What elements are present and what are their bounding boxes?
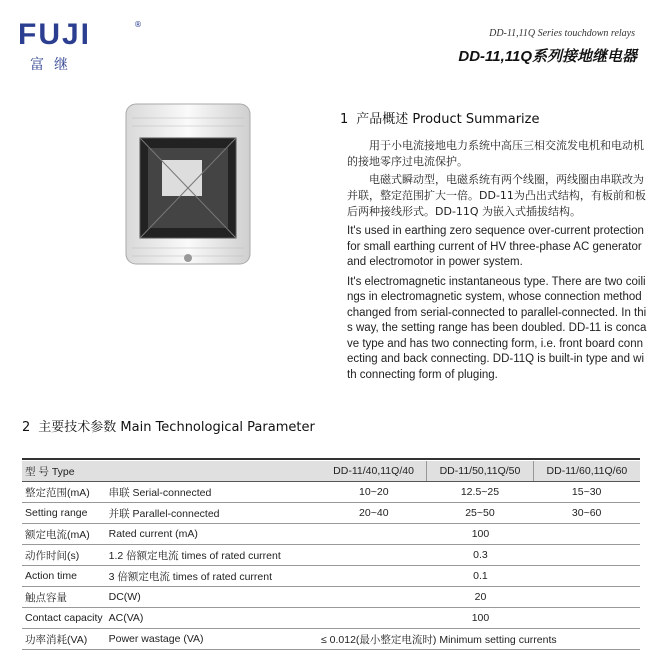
section-main-parameter: [22, 416, 315, 435]
section-title: 主要技术参数 Main Technological Parameter: [38, 420, 315, 435]
ac-label: AC(VA): [106, 608, 321, 629]
table-row: [22, 524, 640, 545]
setting-range-cn: 整定范围(mA): [22, 482, 106, 503]
series-subtitle: DD-11,11Q Series touchdown relays: [489, 28, 635, 39]
logo-registered-mark: ®: [134, 20, 142, 29]
setting-range-en: Setting range: [22, 503, 106, 524]
parallel-value: 20~40: [321, 503, 427, 524]
summary-cn-paragraph-1: 用于小电流接地电力系统中高压三相交流发电机和电动机的接地零序过电流保护。: [347, 139, 644, 168]
ac-value: 100: [321, 608, 640, 629]
action-time-cn: 动作时间(s): [22, 545, 106, 566]
action-12-value: 0.3: [321, 545, 640, 566]
section-product-summarize: [340, 108, 539, 127]
power-wastage-cn: 功率消耗(VA): [22, 629, 106, 650]
table-row: [22, 461, 640, 482]
table-row: [22, 566, 640, 587]
product-summary-body: [347, 138, 647, 385]
power-wastage-value: ≤ 0.012(最小整定电流时) Minimum setting currents: [321, 629, 640, 650]
serial-label: 串联 Serial-connected: [106, 482, 321, 503]
model-header: DD-11/60,11Q/60: [533, 461, 640, 482]
table-row: [22, 608, 640, 629]
type-header: 型 号 Type: [22, 461, 321, 482]
rated-current-en: Rated current (mA): [106, 524, 321, 545]
page-title: DD-11,11Q系列接地继电器: [458, 48, 637, 65]
parallel-value: 30~60: [533, 503, 640, 524]
model-header: DD-11/40,11Q/40: [321, 461, 427, 482]
summary-cn-paragraph-2: 电磁式瞬动型，电磁系统有两个线圈，两线圈由串联改为并联，整定范围扩大一倍。DD-11为凸出式结构，有板前和板后两种接线形式。DD-11Q 为嵌入式插拔结构。: [347, 173, 646, 218]
serial-value: 15~30: [533, 482, 640, 503]
rated-current-value: 100: [321, 524, 640, 545]
model-header: DD-11/50,11Q/50: [427, 461, 534, 482]
dc-value: 20: [321, 587, 640, 608]
parallel-label: 并联 Parallel-connected: [106, 503, 321, 524]
action-3-label: 3 倍额定电流 times of rated current: [106, 566, 321, 587]
logo-chinese: 富继: [30, 57, 78, 73]
action-12-label: 1.2 倍额定电流 times of rated current: [106, 545, 321, 566]
relay-product-image: [118, 98, 258, 273]
contact-capacity-cn: 触点容量: [22, 587, 106, 608]
table-row: [22, 629, 640, 650]
parallel-value: 25~50: [427, 503, 534, 524]
section-number: 2: [22, 420, 31, 435]
power-wastage-en: Power wastage (VA): [106, 629, 321, 650]
summary-en-paragraph-1: It's used in earthing zero sequence over-current protection for small earthing current of HV three-phase AC generator and electromotor in power system.: [347, 225, 644, 268]
table-row: [22, 482, 640, 503]
rated-current-cn: 额定电流(mA): [22, 524, 106, 545]
table-top-rule: [22, 458, 640, 460]
contact-capacity-en: Contact capacity: [22, 608, 106, 629]
action-3-value: 0.1: [321, 566, 640, 587]
dc-label: DC(W): [106, 587, 321, 608]
section-number: 1: [340, 112, 349, 127]
parameter-table: [22, 461, 640, 650]
section-title: 产品概述 Product Summarize: [356, 112, 540, 127]
logo-brand: FUJI: [18, 18, 92, 51]
table-row: [22, 545, 640, 566]
serial-value: 10~20: [321, 482, 427, 503]
table-row: [22, 503, 640, 524]
table-row: [22, 587, 640, 608]
fuji-logo: [18, 18, 142, 80]
action-time-en: Action time: [22, 566, 106, 587]
summary-en-paragraph-2: It's electromagnetic instantaneous type. There are two coilings in electromagnetic system, whose connection method changed from serial-connected to parallel-connected. In this way, the setting range has been doubled. DD-11 is concave type and has two connecting form, i.e. front board connecting and back connecting. DD-11Q is built-in type and with connecting form of pluging.: [347, 275, 647, 381]
serial-value: 12.5~25: [427, 482, 534, 503]
